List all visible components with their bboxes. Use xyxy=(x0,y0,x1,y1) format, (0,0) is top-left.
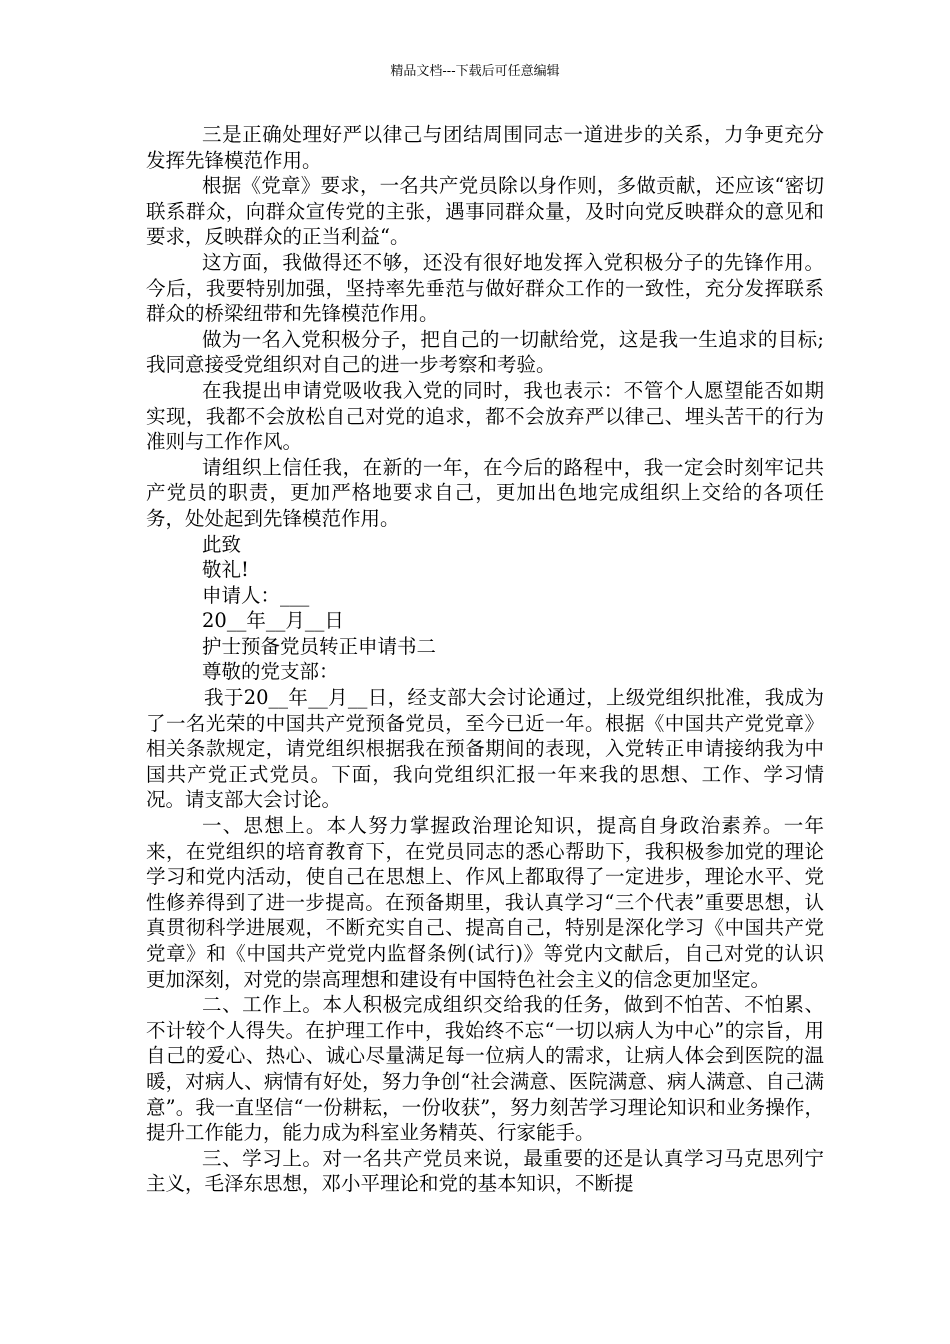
paragraph-work: 二、工作上。本人积极完成组织交给我的任务，做到不怕苦、不怕累、不计较个人得失。在护理工作中，我始终不忘“一切以病人为中心”的宗旨，用自己的爱心、热心、诚心尽量满足每一位病人的需求，让病人体会到医院的温暖，对病人、病情有好处，努力争创“社会满意、医院满意、病人满意、自己满意”。我一直坚信“一份耕耘，一份收获”，努力刻苦学习理论知识和业务操作，提升工作能力，能力成为科室业务精英、行家能手。 xyxy=(146,993,824,1145)
closing-salutation: 此致 xyxy=(202,532,242,556)
paragraph-2: 根据《党章》要求，一名共产党员除以身作则，多做贡献，还应该“密切联系群众，向群众宣传党的主张，遇事同群众量，及时向党反映群众的意见和要求，反映群众的正当利益“。 xyxy=(146,174,824,249)
paragraph-thought: 一、思想上。本人努力掌握政治理论知识，提高自身政治素养。一年来，在党组织的培育教育下，在党员同志的悉心帮助下，我积极参加党的理论学习和党内活动，使自己在思想上、作风上都取得了一定进步，理论水平、党性修养得到了进一步提高。在预备期里，我认真学习“三个代表”重要思想，认真贯彻科学进展观，不断充实自己、提高自己，特别是深化学习《中国共产党党章》和《中国共产党党内监督条例(试行)》等党内文献后，自己对党的认识更加深刻，对党的崇高理想和建设有中国特色社会主义的信念更加坚定。 xyxy=(146,814,824,991)
paragraph-4: 做为一名入党积极分子，把自己的一切献给党，这是我一生追求的目标;我同意接受党组织对自己的进一步考察和考验。 xyxy=(146,327,824,377)
paragraph-6: 请组织上信任我，在新的一年，在今后的路程中，我一定会时刻牢记共产党员的职责，更加严格地要求自己，更加出色地完成组织上交给的各项任务，处处起到先锋模范作用。 xyxy=(146,455,824,530)
paragraph-5: 在我提出申请党吸收我入党的同时，我也表示：不管个人愿望能否如期实现，我都不会放松自己对党的追求，都不会放弃严以律己、埋头苦干的行为准则与工作作风。 xyxy=(146,378,824,454)
paragraph-study: 三、学习上。对一名共产党员来说，最重要的还是认真学习马克思列宁主义，毛泽东思想，邓小平理论和党的基本知识，不断提 xyxy=(146,1146,824,1196)
section-title: 护士预备党员转正申请书二 xyxy=(202,634,437,658)
applicant-line: 申请人：___ xyxy=(202,583,310,607)
greeting: 尊敬的党支部： xyxy=(202,660,339,684)
closing-regards: 敬礼! xyxy=(202,558,249,582)
paragraph-intro: 我于20__年__月__日，经支部大会讨论通过，上级党组织批准，我成为了一名光荣的中国共产党预备党员，至今已近一年。根据《中国共产党党章》相关条款规定，请党组织根据我在预备期间的表现，入党转正申请接纳我为中国共产党正式党员。下面，我向党组织汇报一年来我的思想、工作、学习情况。请支部大会讨论。 xyxy=(146,686,824,812)
paragraph-3: 这方面，我做得还不够，还没有很好地发挥入党积极分子的先锋作用。今后，我要特别加强，坚持率先垂范与做好群众工作的一致性，充分发挥联系群众的桥梁纽带和先锋模范作用。 xyxy=(146,250,824,326)
document-body xyxy=(146,122,824,1197)
date-line: 20__年__月__日 xyxy=(202,609,344,633)
header-note: 精品文档---下载后可任意编辑 xyxy=(390,64,560,79)
paragraph-1: 三是正确处理好严以律己与团结周围同志一道进步的关系，力争更充分发挥先锋模范作用。 xyxy=(146,123,824,172)
